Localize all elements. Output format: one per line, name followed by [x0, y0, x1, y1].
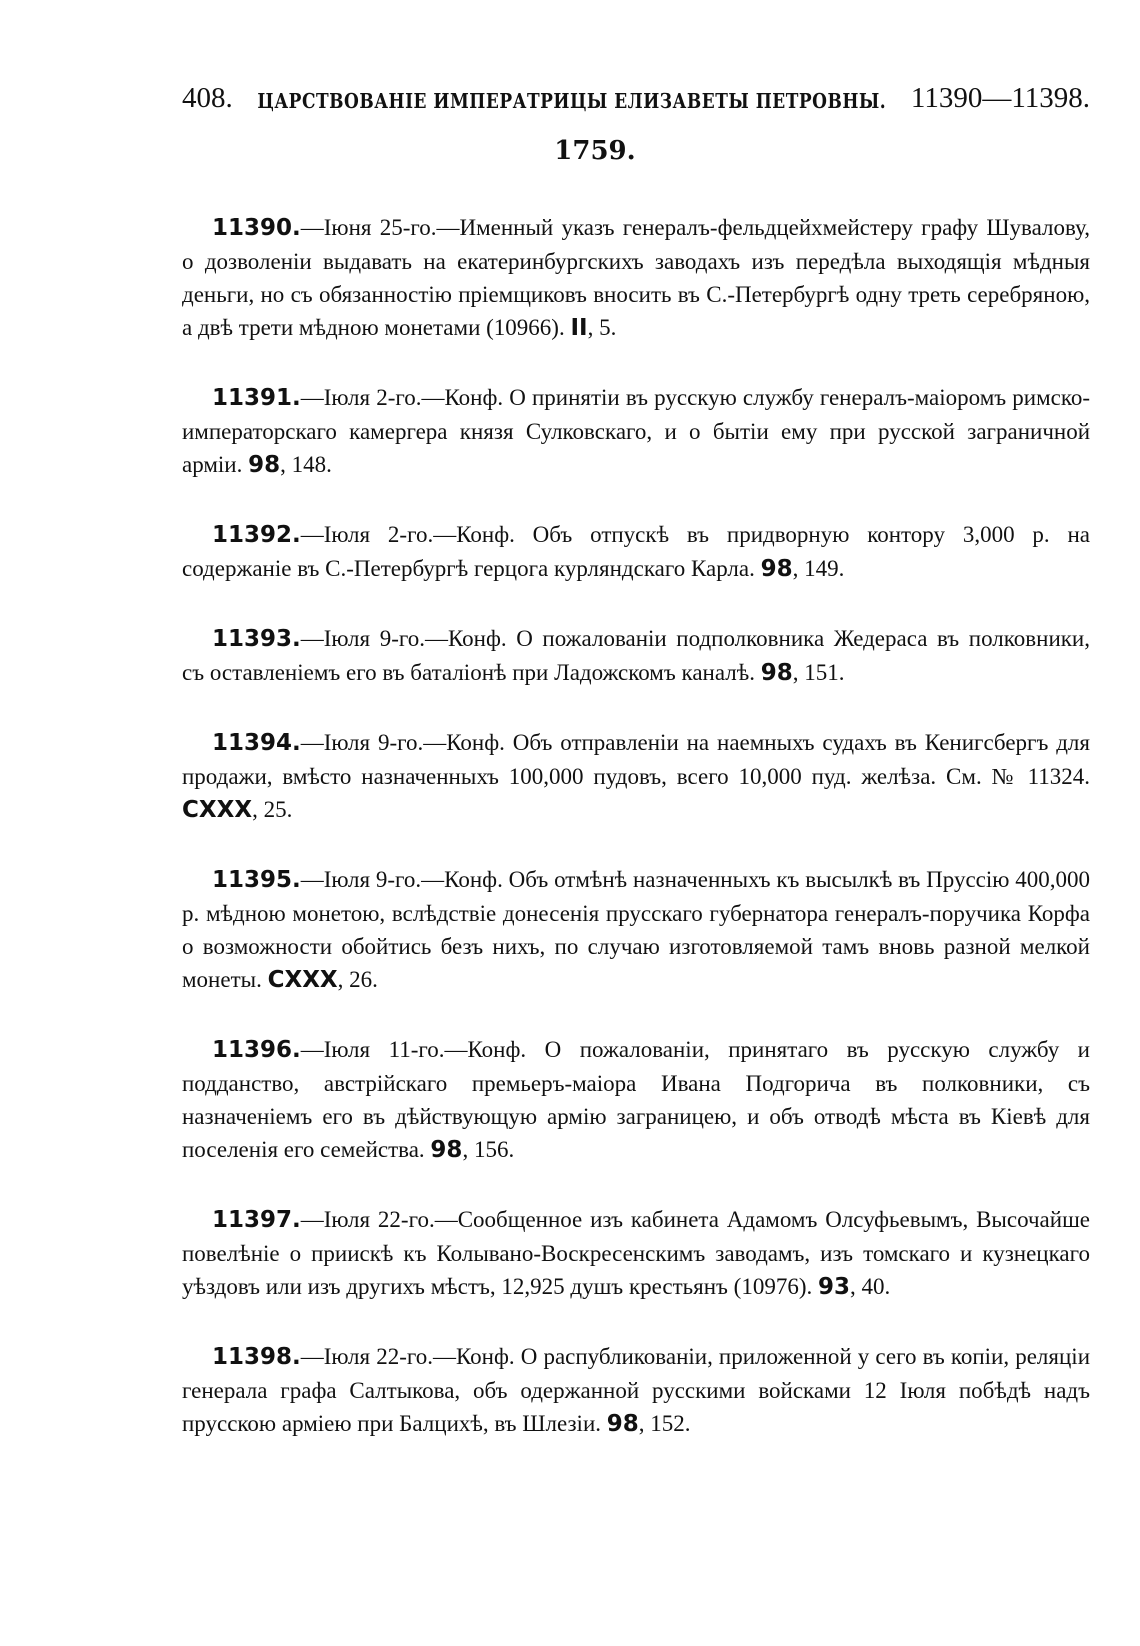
- page-ref: , 151.: [792, 660, 845, 685]
- running-title: ЦАРСТВОВАНІЕ ИМПЕРАТРИЦЫ ЕЛИЗАВЕТЫ ПЕТРОВНЫ.: [257, 90, 887, 114]
- page-ref: , 25.: [252, 797, 293, 822]
- page-ref: , 149.: [792, 556, 845, 581]
- volume-ref: 98: [760, 660, 793, 686]
- entries-list: [182, 188, 1090, 1477]
- entry-11392: [182, 518, 1090, 586]
- page-ref: , 148.: [280, 452, 332, 477]
- page-header: [182, 82, 1090, 122]
- entry-number: 11397.: [212, 1207, 301, 1233]
- entry-11393: [182, 622, 1090, 690]
- entry-number: 11393.: [212, 626, 301, 652]
- entry-text: —Іюля 9-го.—Конф. Объ отмѣнѣ назначенныхъ къ высылкѣ въ Пруссію 400,000 р. мѣдною монетою, вслѣдствіе донесенія прусскаго губернатора генералъ-поручика Корфа о возможности обойтись безъ нихъ, по случаю изготовляемой тамъ вновь разной мелкой монеты.: [182, 867, 1090, 992]
- entry-text: —Іюня 25-го.—Именный указъ генералъ-фельдцейхмейстеру графу Шувалову, о дозволеніи выдавать на екатеринбургскихъ заводахъ изъ передѣла выходящія мѣдныя деньги, но съ обязанностію пріемщиковъ вносить въ С.-Петербургѣ одну треть серебряною, а двѣ трети мѣдною монетами (10966).: [182, 215, 1090, 340]
- page-ref: , 5.: [587, 315, 617, 340]
- entry-number: 11392.: [212, 522, 301, 548]
- entry-11397: [182, 1203, 1090, 1304]
- volume-ref: 98: [606, 1411, 639, 1437]
- entry-11391: [182, 381, 1090, 482]
- entry-text: —Іюля 9-го.—Конф. О пожалованіи подполковника Жедераса въ полковники, съ оставленіемъ его въ баталіонѣ при Ладожскомъ каналѣ.: [182, 626, 1090, 685]
- entry-text: —Іюля 22-го.—Сообщенное изъ кабинета Адамомъ Олсуфьевымъ, Высочайше повелѣніе о приискѣ къ Колывано-Воскресенскимъ заводамъ, изъ томскаго и кузнецкаго уѣздовъ или изъ другихъ мѣстъ, 12,925 душъ крестьянъ (10976).: [182, 1207, 1090, 1299]
- page-number: 408.: [182, 82, 233, 114]
- entry-range: 11390—11398.: [910, 82, 1090, 114]
- entry-text: —Іюля 22-го.—Конф. О распубликованіи, приложенной у сего въ копіи, реляціи генерала графа Салтыкова, объ одержанной русскими войсками 12 Іюля побѣдѣ надъ прусскою арміею при Балцихѣ, въ Шлезіи.: [182, 1344, 1090, 1436]
- page-ref: , 40.: [850, 1274, 891, 1299]
- volume-ref: CXXX: [267, 967, 338, 993]
- volume-ref: 93: [818, 1274, 851, 1300]
- entry-number: 11394.: [212, 730, 301, 756]
- year-heading: 1759.: [554, 136, 636, 166]
- entry-number: 11395.: [212, 867, 301, 893]
- entry-11390: [182, 211, 1090, 345]
- entry-11396: [182, 1033, 1090, 1167]
- entry-text: —Іюля 11-го.—Конф. О пожалованіи, принятаго въ русскую службу и подданство, австрійскаго премьеръ-маіора Ивана Подгорича въ полковники, съ назначеніемъ его въ дѣйствующую армію заграницею, и объ отводѣ мѣста въ Кіевѣ для поселенія его семейства.: [182, 1037, 1090, 1162]
- page-ref: , 26.: [337, 967, 378, 992]
- volume-ref: 98: [248, 452, 281, 478]
- volume-ref: 98: [430, 1137, 463, 1163]
- entry-text: —Іюля 2-го.—Конф. О принятіи въ русскую службу генералъ-маіоромъ римско-императорскаго камергера князя Сулковскаго, и о бытіи ему при русской заграничной арміи.: [182, 385, 1090, 477]
- volume-ref: 98: [760, 556, 793, 582]
- page-ref: , 152.: [638, 1411, 691, 1436]
- entry-11394: [182, 726, 1090, 827]
- volume-ref: CXXX: [182, 797, 253, 823]
- entry-11398: [182, 1340, 1090, 1441]
- entry-number: 11391.: [212, 385, 301, 411]
- entry-number: 11398.: [212, 1344, 301, 1370]
- page-ref: , 156.: [462, 1137, 515, 1162]
- entry-number: 11396.: [212, 1037, 301, 1063]
- entry-number: 11390.: [212, 215, 301, 241]
- entry-11395: [182, 863, 1090, 997]
- entry-text: —Іюля 9-го.—Конф. Объ отправленіи на наемныхъ судахъ въ Кенигсбергъ для продажи, вмѣсто назначенныхъ 100,000 пудовъ, всего 10,000 пуд. желѣза. См. № 11324.: [182, 730, 1090, 789]
- entry-text: —Іюля 2-го.—Конф. Объ отпускѣ въ придворную контору 3,000 р. на содержаніе въ С.-Петербургѣ герцога курляндскаго Карла.: [182, 522, 1090, 581]
- volume-ref: II: [570, 315, 588, 341]
